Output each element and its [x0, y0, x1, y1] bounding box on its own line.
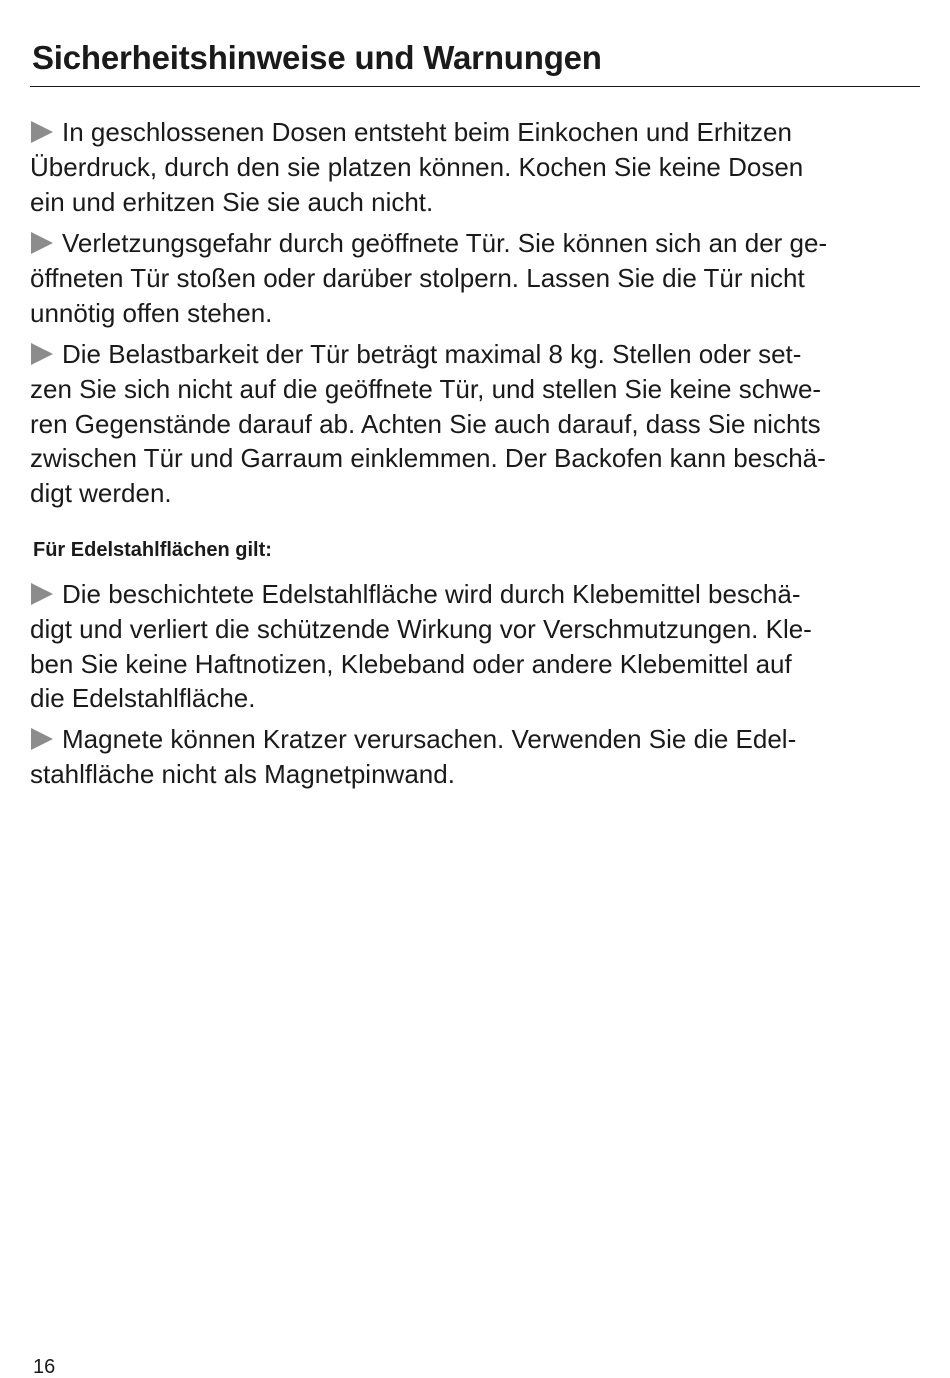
bullet-arrow-icon: [31, 728, 53, 750]
warning-item-door-load: [30, 337, 920, 511]
warning-line: zwischen Tür und Garraum einklemmen. Der Backofen kann beschä-: [30, 443, 826, 474]
warning-line: stahlfläche nicht als Magnetpinwand.: [30, 758, 455, 789]
warning-item-open-door: [30, 226, 920, 330]
warning-line: öffneten Tür stoßen oder darüber stolpern. Lassen Sie die Tür nicht: [30, 262, 805, 293]
warning-line: ein und erhitzen Sie sie auch nicht.: [30, 186, 434, 217]
title-divider: [30, 86, 920, 87]
warning-text: [30, 722, 920, 792]
warning-line: digt und verliert die schützende Wirkung vor Verschmutzungen. Kle-: [30, 613, 812, 644]
page-number: 16: [33, 1356, 56, 1378]
warning-text: [30, 226, 920, 330]
warning-line: zen Sie sich nicht auf die geöffnete Tür, und stellen Sie keine schwe-: [30, 373, 822, 404]
warning-line: digt werden.: [30, 478, 172, 509]
warning-line: In geschlossenen Dosen entsteht beim Einkochen und Erhitzen: [62, 117, 792, 147]
warning-line: die Edelstahlfläche.: [30, 683, 256, 714]
bullet-arrow-icon: [31, 583, 53, 605]
bullet-arrow-icon: [31, 232, 53, 254]
page-title: Sicherheitshinweise und Warnungen: [32, 39, 602, 76]
warning-item-canning: [30, 115, 920, 219]
warning-text: [30, 115, 920, 219]
warning-line: Die Belastbarkeit der Tür beträgt maximal 8 kg. Stellen oder set-: [62, 339, 802, 369]
warning-line: Die beschichtete Edelstahlfläche wird durch Klebemittel beschä-: [62, 579, 801, 609]
bullet-arrow-icon: [31, 121, 53, 143]
warning-line: Verletzungsgefahr durch geöffnete Tür. Sie können sich an der ge-: [62, 228, 828, 258]
warning-text: [30, 577, 920, 716]
warning-text: [30, 337, 920, 511]
warning-line: ben Sie keine Haftnotizen, Klebeband oder andere Klebemittel auf: [30, 648, 792, 679]
warning-line: Magnete können Kratzer verursachen. Verwenden Sie die Edel-: [62, 724, 797, 754]
warning-item-adhesives: [30, 577, 920, 716]
warning-item-magnets: [30, 722, 920, 792]
bullet-arrow-icon: [31, 343, 53, 365]
warning-line: Überdruck, durch den sie platzen können. Kochen Sie keine Dosen: [30, 151, 804, 182]
section-subheading: Für Edelstahlflächen gilt:: [33, 539, 272, 561]
warning-line: ren Gegenstände darauf ab. Achten Sie auch darauf, dass Sie nichts: [30, 408, 821, 439]
warning-line: unnötig offen stehen.: [30, 297, 273, 328]
